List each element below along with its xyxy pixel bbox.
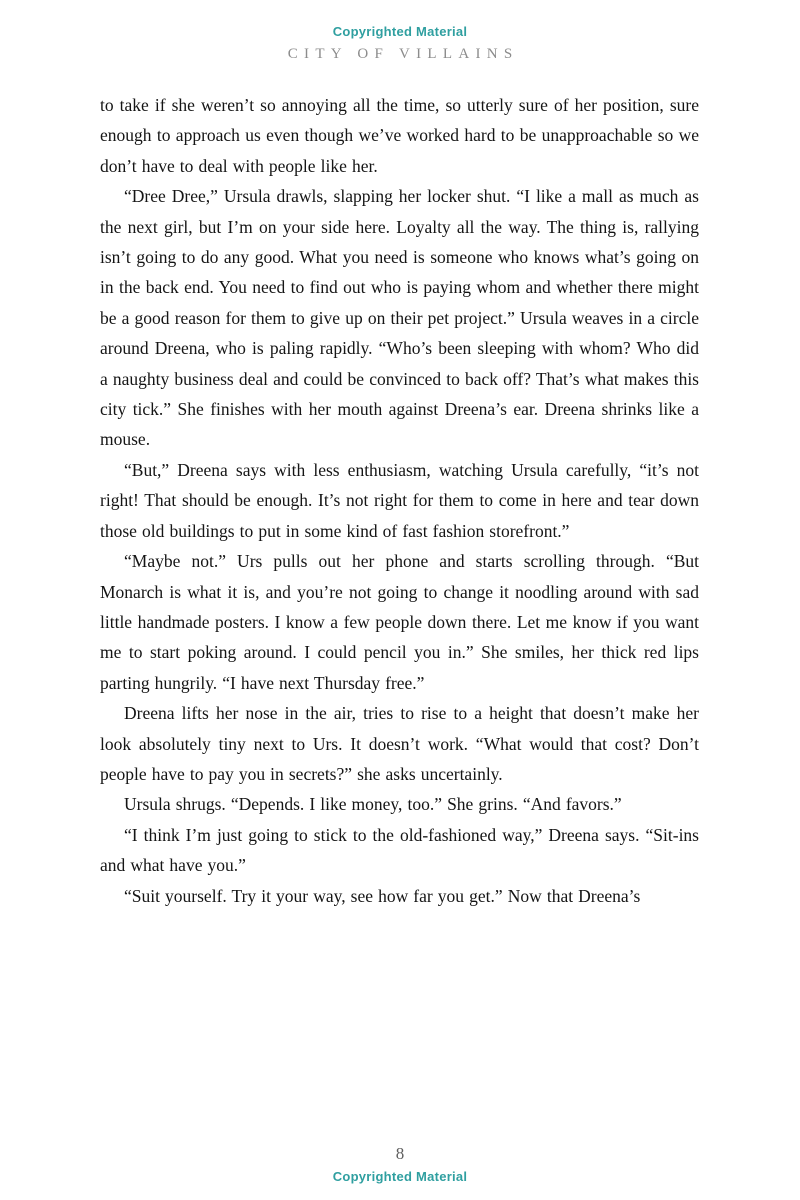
paragraph-7: “I think I’m just going to stick to the old-fashioned way,” Dreena says. “Sit-ins and what have you.”: [100, 824, 699, 876]
page-footer: [0, 1138, 800, 1184]
paragraph-6: Ursula shrugs. “Depends. I like money, too.” She grins. “And favors.”: [124, 794, 622, 815]
page-text: [0, 63, 800, 1138]
page-header: [0, 24, 800, 63]
paragraph-8: “Suit yourself. Try it your way, see how far you get.” Now that Dreena’s: [124, 885, 641, 906]
paragraph-4: “Maybe not.” Urs pulls out her phone and starts scrolling through. “But Monarch is what it is, and you’re not going to change it noodling around with sad little handmade posters. I know a few people down there. Let me know if you want me to start poking around. I could pencil you in.” She smiles, her thick red lips parting hungrily. “I have next Thursday free.”: [100, 551, 699, 693]
page-number: 8: [395, 1144, 405, 1163]
paragraph-5: Dreena lifts her nose in the air, tries to rise to a height that doesn’t make her look absolutely tiny next to Urs. It doesn’t work. “What would that cost? Don’t people have to pay you in secrets?” she asks uncertainly.: [100, 703, 699, 784]
copyright-notice-top: Copyrighted Material: [332, 24, 468, 39]
paragraph-3: “But,” Dreena says with less enthusiasm, watching Ursula carefully, “it’s not right! That should be enough. It’s not right for them to come in here and tear down those old buildings to put in some kind of fast fashion storefront.”: [100, 459, 699, 541]
copyright-notice-bottom: Copyrighted Material: [332, 1169, 468, 1184]
paragraph-2: “Dree Dree,” Ursula drawls, slapping her locker shut. “I like a mall as much as the next girl, but I’m on your side here. Loyalty all the way. The thing is, rallying isn’t going to do any good. What you need is someone who knows what’s going on in the back end. You need to find out who is paying whom and whether there might be a good reason for them to give up on their pet project.” Ursula weaves in a circle around Dreena, who is paling rapidly. “Who’s been sleeping with whom? Who did a naughty business deal and could be convinced to back off? That’s what makes this city tick.” She finishes with her mouth against Dreena’s ear. Dreena shrinks like a mouse.: [100, 186, 699, 450]
paragraph-1: to take if she weren’t so annoying all the time, so utterly sure of her position, sure enough to approach us even though we’ve worked hard to be unapproachable so we don’t have to deal with people like her.: [100, 95, 699, 176]
book-title: CITY OF VILLAINS: [287, 46, 519, 62]
